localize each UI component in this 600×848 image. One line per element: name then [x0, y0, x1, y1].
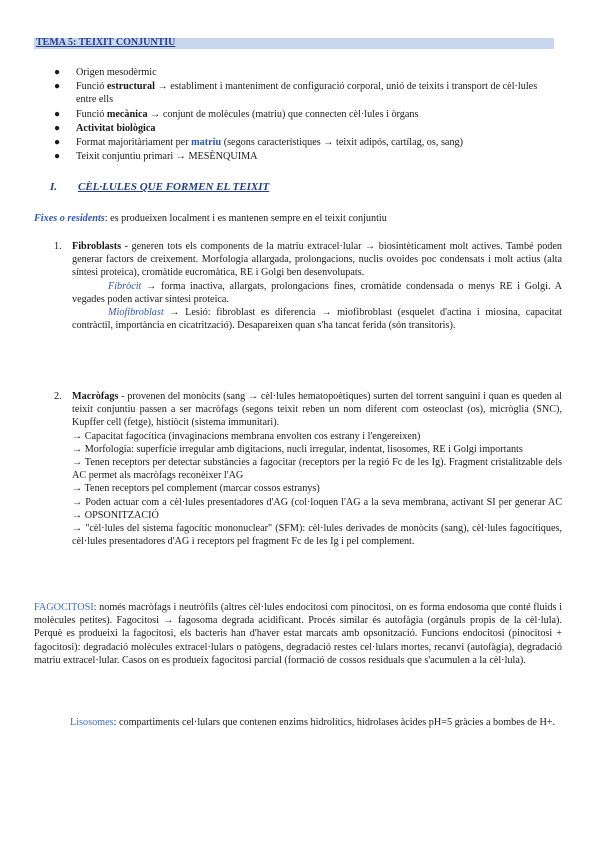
bullet-icon: ●: [54, 67, 61, 78]
macrofag-line: → Tenen receptors pel complement (marcar cossos estranys): [72, 483, 320, 495]
macrofag-line: → Poden actuar com a cèl·lules presentadores d'AG (col·loquen l'AG a la seva membrana, activant SI per generar AC → OPSONITZACIÓ: [72, 496, 562, 521]
bullet-item: ● Origen mesodèrmic: [54, 67, 157, 78]
bullet-item: ● Teixit conjuntiu primari → MESÈNQUIMA: [54, 151, 258, 163]
page-title: TEMA 5: TEIXIT CONJUNTIU: [36, 37, 176, 48]
lisosomes-paragraph: Lisosomes: compartiments cel·lulars que contenen enzims hidrolítics, hidrolases àcides pH=5 gràcies a bombes de H+.: [70, 717, 556, 728]
bullet-item: ● Activitat biològica: [54, 122, 156, 134]
macrofag-line: → "cèl·lules del sistema fagocític mononuclear" (SFM): cèl·lules derivades de monòcits (sang), cèl·lules fagocítiques, cèl·lules presentadores d'AG i receptors pel fragment Fc de les Ig i pel complement.: [72, 523, 562, 548]
macrofag-line: → Morfologia: superfície irregular amb digitacions, nucli irregular, indentat, lisosomes, RE i Golgi importants: [72, 443, 523, 455]
miofibroblast-paragraph: Miofibroblast → Lesió: fibroblast es diferencia → miofibroblast (esquelet d'actina i miosina, capacitat contràctil, importància en cicatrització). Desapareixen quan s'ha tancat ferida (són transitoris).: [72, 307, 562, 332]
fixes-paragraph: Fixes o residents: es produeixen localment i es mantenen sempre en el teixit conjuntiu: [34, 213, 387, 224]
bullet-icon: ●: [54, 108, 61, 120]
bullet-icon: ●: [54, 81, 61, 93]
macrofag-line: → Capacitat fagocítica (invaginacions membrana envolten cos estrany i l'engereixen): [72, 430, 421, 442]
fagocitosi-paragraph: FAGOCITOSI: només macròfags i neutròfils (altres cèl·lules endocitosi com pinocitosi, on es forma endosoma que conté fluids i molècules petites). Fagocitosi → fagosoma degrada acidificant. Procés similar és autofàgia (orgànuls propis de la cèl·lula). Perquè es produeixi la fagocitosi, els bacteris han d'haver estat marcats amb opsonització. Funcions endocitosi (pinocitosi + fagocitosi): degradació molècules extracel·lulars o patògens, degradació restes cel·lulars mortes, recanvi (autofàgia), degradació matriu extracel·lular. Casos on es produeix fagocitosi parcial (formació de cossos residuals que s'acumulen a la cèl·lula).: [34, 602, 562, 666]
bullet-item: ● Format majoritàriament per matriu (segons característiques → teixit adipós, cartílag, os, sang): [54, 137, 464, 149]
bullet-icon: ●: [54, 151, 61, 163]
bullet-icon: ●: [54, 137, 61, 149]
macrofag-line: → Tenen receptors per detectar substàncies a fagocitar (receptors per la regió Fc de les Ig). Fragment cristalitzable dels AC permet als macròfags reconèixer l'AG: [72, 457, 562, 482]
bullet-item: ● Funció mecànica → conjunt de molècules (matriu) que connecten cèl·lules i òrgans: [54, 108, 419, 120]
macrofags-item: 2. Macròfags - provenen del monòcits (sang → cèl·lules hematopoètiques) surten del torrent sanguini i quan es queden al teixit conjuntiu passen a ser macròfags (segons teixit reben un nom diferent com osteoclast (os), micròglia (SNC), Kupffer cell (fetge), histiòcit (sistema immunitari). → Capacitat fagocítica (invaginacions membrana envolten cos estrany i l'engereixen) → Morfologia: superfície irregular amb digitacions, nucli irregular, indentat, lisosomes, RE i Golgi importants → Tenen receptors per detectar substàncies a fagocitar (receptors per la regió Fc de les Ig). Fragment cristalitzable dels AC permet als macròfags reconèixer l'AG → Tenen receptors pel complement (marcar cossos estranys) → Poden actuar com a cèl·lules presentadores d'AG (col·loquen l'AG a la seva membrana, activant SI per generar AC → OPSONITZACIÓ → "cèl·lules del sistema fagocític mononuclear" (SFM): cèl·lules derivades de monòcits (sang), cèl·lules fagocítiques, cèl·lules presentadores d'AG i receptors pel fragment Fc de les Ig i pel complement.: [54, 391, 562, 548]
bullet-icon: ●: [54, 122, 61, 134]
bullet-item: ● Funció estructural → establiment i manteniment de configuració corporal, unió de teixits i transport de cèl·lules entre ells: [54, 81, 538, 106]
fibrocit-paragraph: Fibròcit → forma inactiva, allargats, prolongacions fines, cromàtide condensada o menys RE i Golgi. A vegades poden activar síntesi proteica.: [72, 280, 562, 305]
fibroblasts-item: 1. Fibroblasts - generen tots els components de la matriu extracel·lular → biosintèticament molt actives. També poden generar factors de creixement. Morfologia allargada, prolongacions, nuclis ovoides poc condensats i molt actius (alta síntesi proteica), cromàtide eucromàtica, RE i Golgi ben desenvolupats. Fibròcit → forma inactiva, allargats, prolongacions fines, cromàtide condensada o menys RE i Golgi. A vegades poden activar síntesi proteica. Miofibroblast → Lesió: fibroblast es diferencia → miofibroblast (esquelet d'actina i miosina, capacitat contràctil, importància en cicatrització). Desapareixen quan s'ha tancat ferida (són transitoris).: [54, 241, 562, 332]
intro-bullet-list: [54, 66, 560, 164]
section-heading: I. CÈL·LULES QUE FORMEN EL TEIXIT: [50, 181, 270, 193]
